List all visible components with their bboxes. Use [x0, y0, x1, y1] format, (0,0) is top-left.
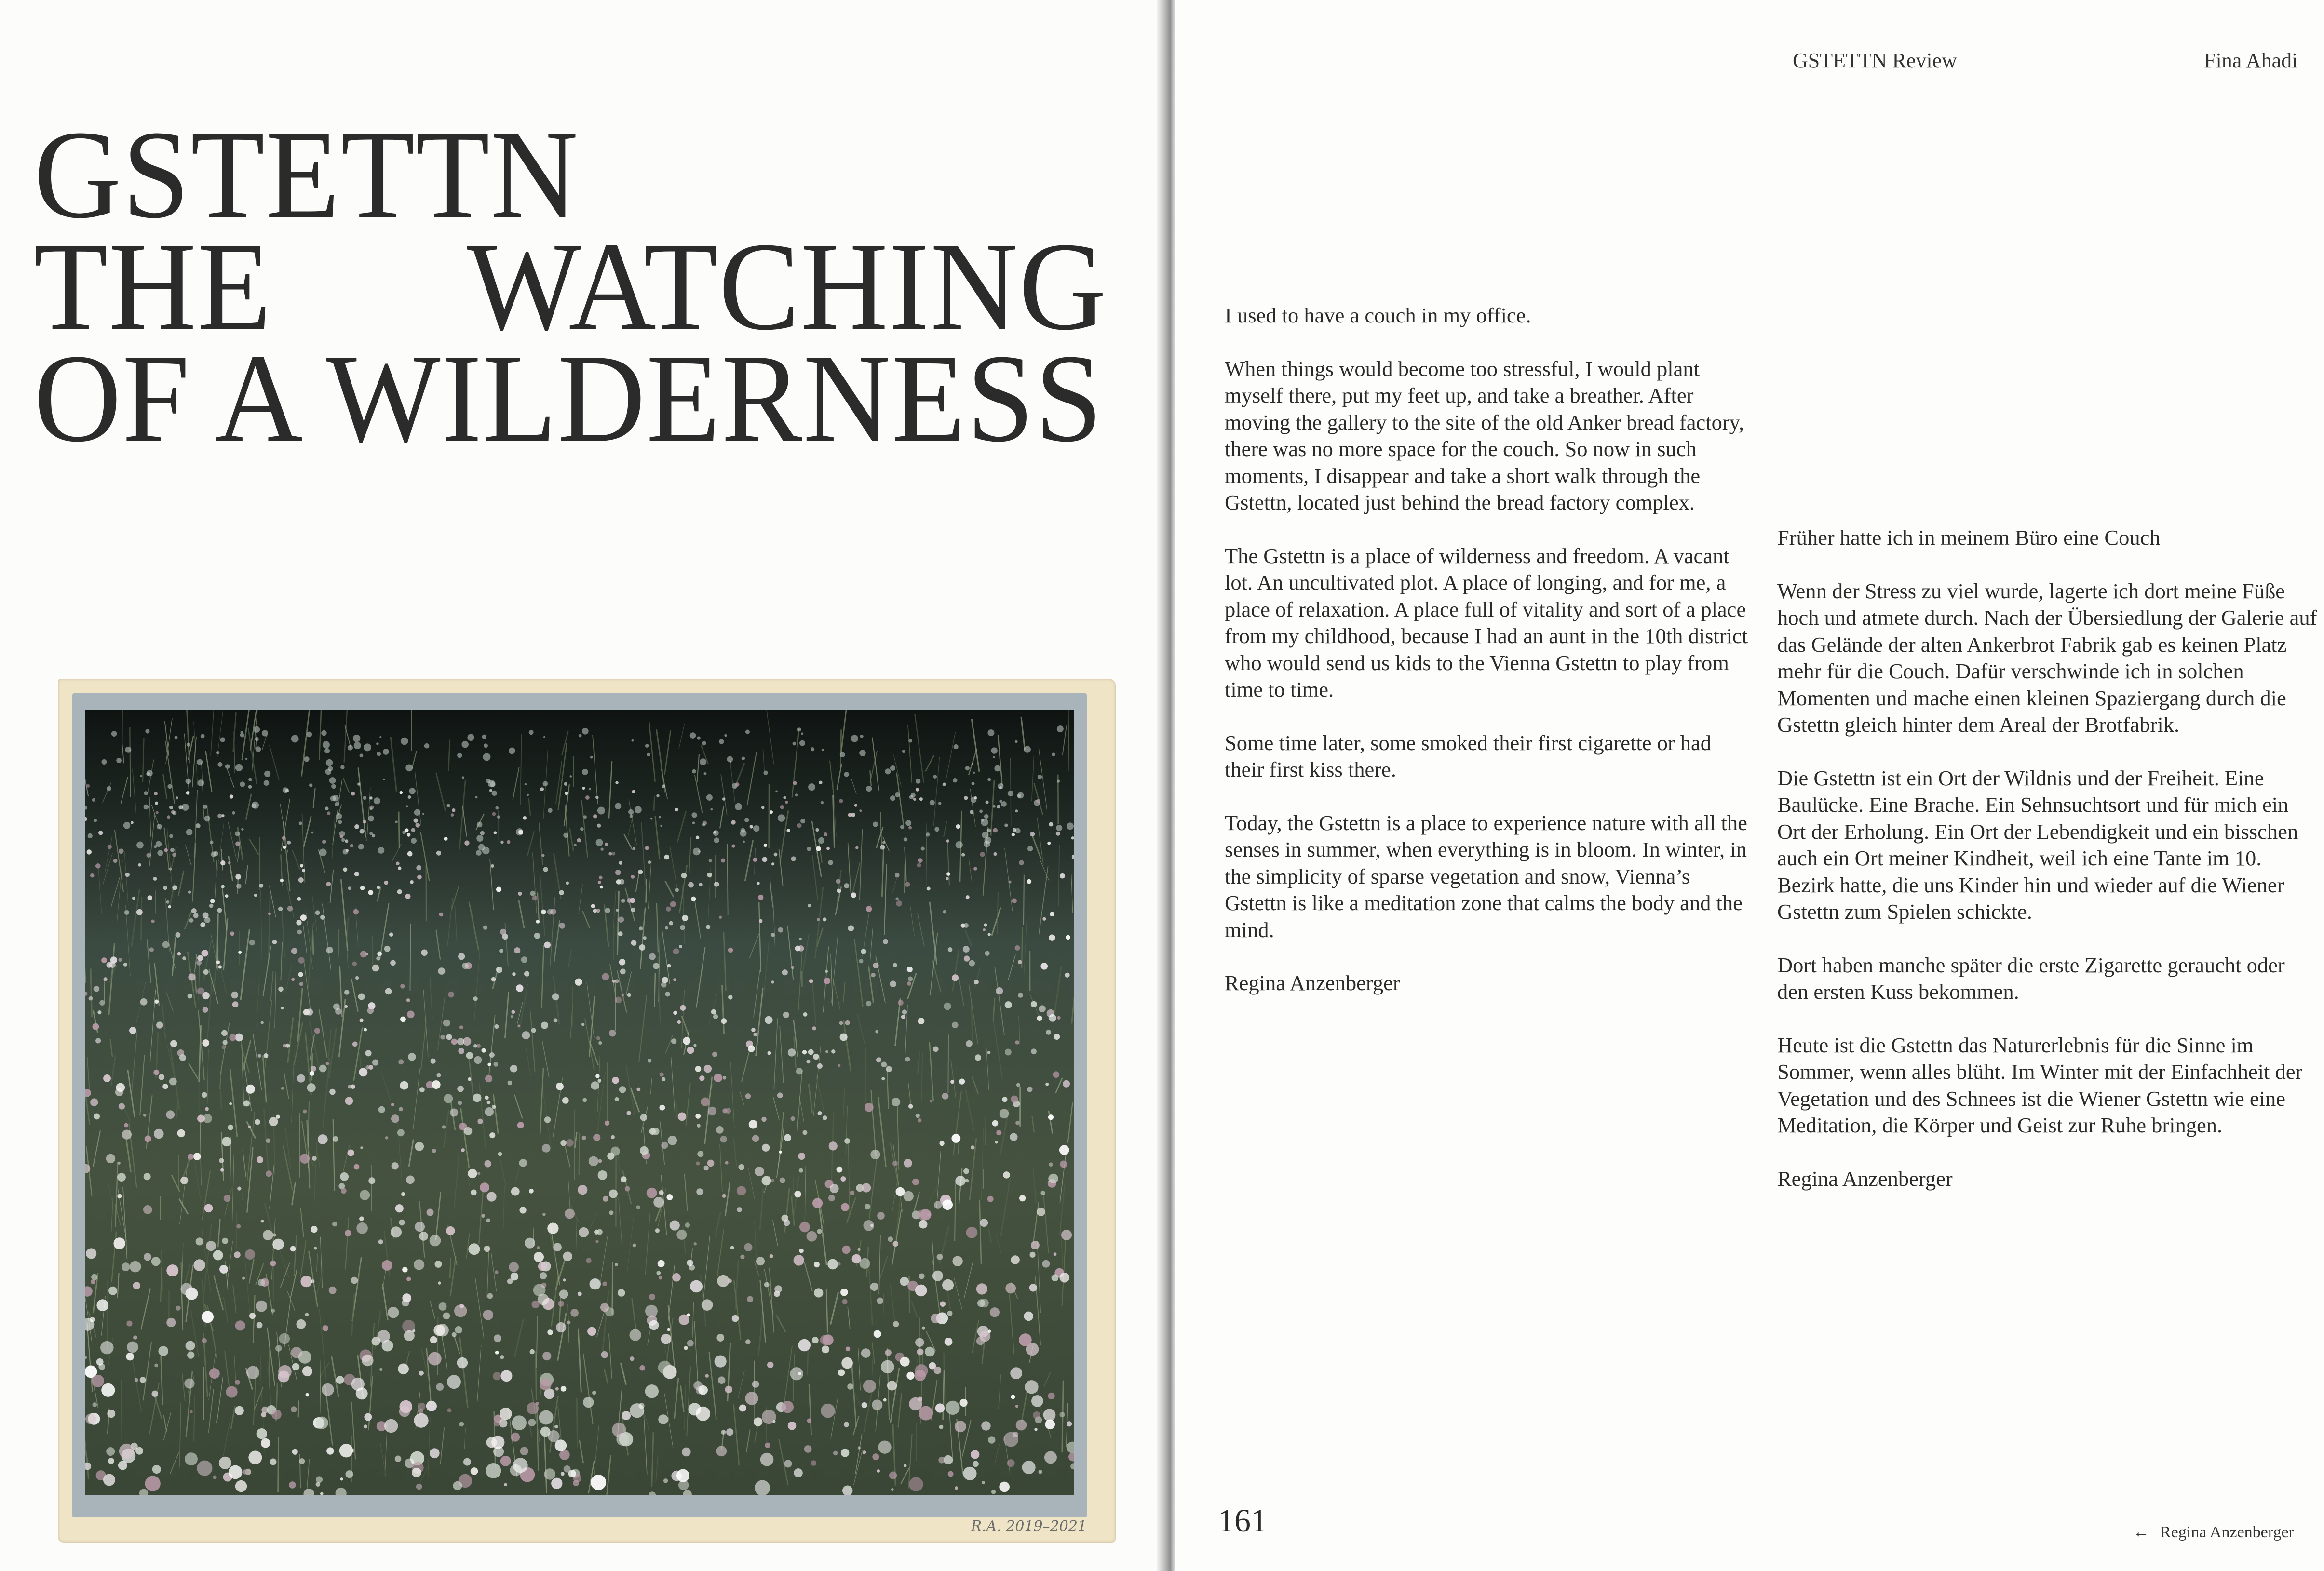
- german-paragraph-2: Wenn der Stress zu viel wurde, lagerte ich dort meine Füße hoch und atmete durch. Nach der Übersiedlung der Galerie auf das Gelände der alten Ankerbrot Fabrik gab es keinen Platz mehr für die Couch. Dafür verschwinde ich in solchen Momenten und mache einen kleinen Spaziergang durch die Gstettn gleich hinter dem Areal der Brotfabrik.: [1777, 578, 2317, 737]
- english-paragraph-2: When things would become too stressful, I would plant myself there, put my feet up, and take a breather. After moving the gallery to the site of the old Anker bread factory, there was no more space for the couch. So now in such moments, I disappear and take a short walk through the Gstettn, located just behind the bread factory complex.: [1225, 356, 1744, 514]
- german-column: [1777, 524, 2317, 1219]
- title-line-2: [34, 216, 1108, 356]
- page-number: 161: [1218, 1502, 1267, 1539]
- english-paragraph-3: The Gstettn is a place of wilderness and freedom. A vacant lot. An uncultivated plot. A place of longing, and for me, a place of relaxation. A place full of vitality and sort of a place from my childhood, because I had an aunt in the 10th district who would send us kids to the Vienna Gstettn to play from time to time.: [1225, 543, 1748, 701]
- running-head-author: Fina Ahadi: [2204, 49, 2298, 72]
- meadow-photo: [85, 710, 1074, 1495]
- photo-credit-name: Regina Anzenberger: [2160, 1523, 2294, 1541]
- article-title: [34, 104, 1108, 468]
- english-paragraph-5: Today, the Gstettn is a place to experience nature with all the senses in summer, when everything is in bloom. In winter, in the simplicity of sparse vegetation and snow, Vienna’s Gstettn is like a meditation zone that calms the body and the mind.: [1225, 810, 1747, 942]
- photo-credit: [2133, 1523, 2294, 1542]
- german-signature: Regina Anzenberger: [1777, 1166, 1953, 1191]
- german-paragraph-5: Heute ist die Gstettn das Naturerlebnis für die Sinne im Sommer, wenn alles blüht. Im Winter mit der Einfachheit der Vegetation und des Schnees ist die Wiener Gstettn wie eine Meditation, die Körper und Geist zur Ruhe bringen.: [1777, 1033, 2303, 1137]
- running-head-section: GSTETTN Review: [1793, 49, 1957, 72]
- artist-signature: R.A. 2019–2021: [971, 1518, 1087, 1535]
- title-line-1: GSTETTN: [34, 104, 580, 244]
- english-signature: Regina Anzenberger: [1225, 971, 1400, 995]
- german-paragraph-4: Dort haben manche später die erste Zigarette geraucht oder den ersten Kuss bekommen.: [1777, 953, 2285, 1004]
- photo-frame: [72, 693, 1087, 1517]
- wildflower-meadow-image: [85, 710, 1074, 1495]
- title-word-the: THE: [34, 216, 272, 356]
- arrow-left-icon: ←: [2133, 1523, 2149, 1541]
- english-paragraph-4: Some time later, some smoked their first cigarette or had their first kiss there.: [1225, 730, 1712, 781]
- english-paragraph-1: I used to have a couch in my office.: [1225, 303, 1531, 327]
- title-word-watching: WATCHING: [466, 216, 1108, 356]
- english-column: [1225, 302, 1755, 1023]
- german-paragraph-3: Die Gstettn ist ein Ort der Wildnis und der Freiheit. Eine Baulücke. Eine Brache. Ein Sehnsuchtsort und für mich ein Ort der Erholung. Ein Ort der Lebendigkeit und ein bisschen auch ein Ort meiner Kindheit, weil ich eine Tante im 10. Bezirk hatte, die uns Kinder hin und wieder auf die Wiener Gstettn zum Spielen schickte.: [1777, 765, 2298, 924]
- german-paragraph-1: Früher hatte ich in meinem Büro eine Couch: [1777, 525, 2161, 550]
- photo-mount: [58, 679, 1116, 1543]
- right-page: [1175, 0, 2324, 1571]
- title-line-3: OF A WILDERNESS: [34, 328, 1104, 468]
